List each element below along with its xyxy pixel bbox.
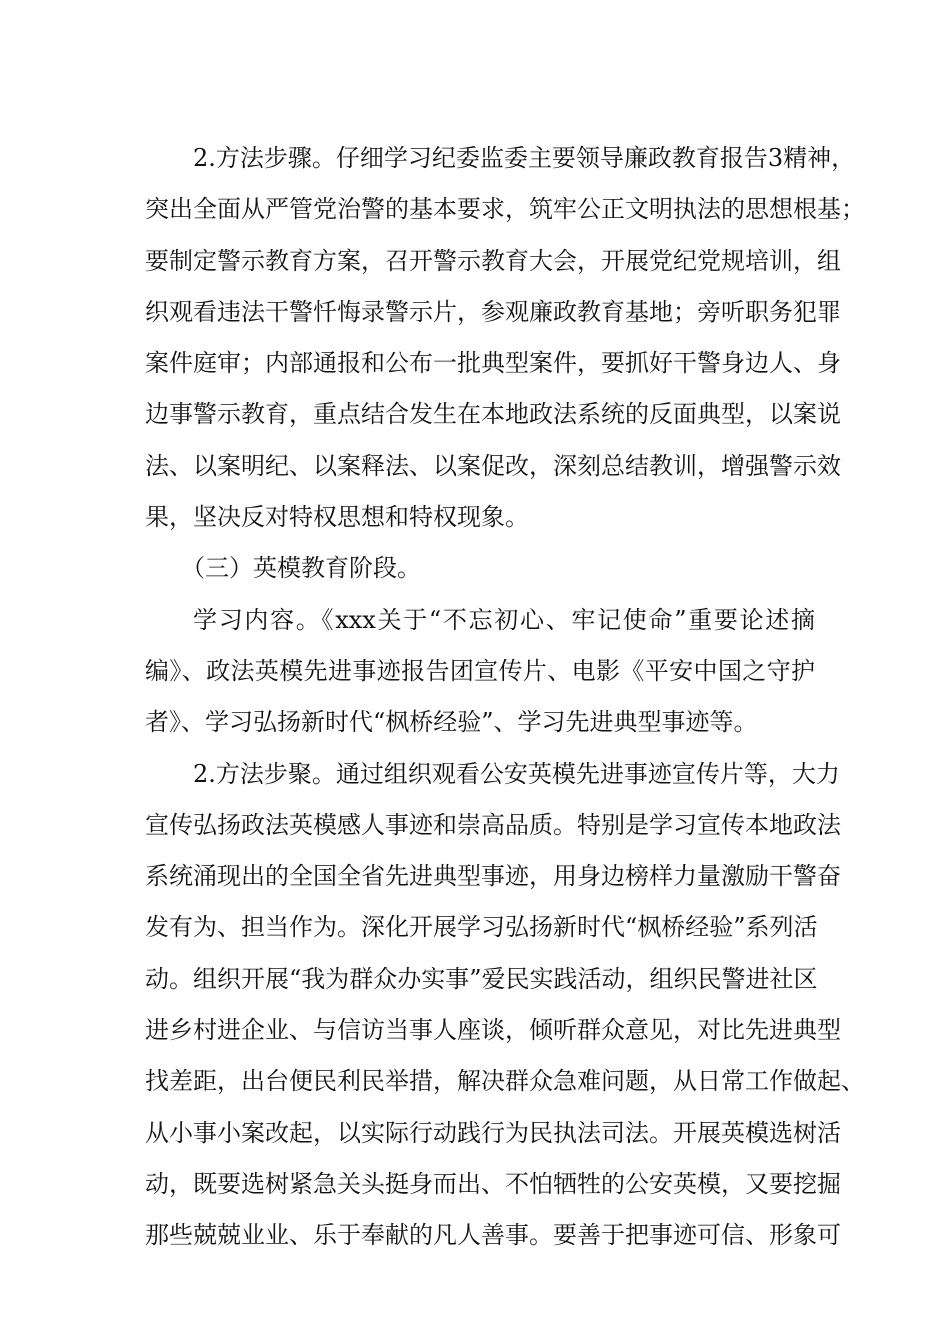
text-line: 找差距，出台便民利民举措，解决群众急难问题，从日常工作做起、 — [145, 1067, 865, 1096]
text-line: 果，坚决反对特权思想和特权现象。 — [145, 503, 529, 532]
text-line: 织观看违法干警忏悔录警示片，参观廉政教育基地；旁听职务犯罪 — [145, 297, 841, 326]
text-line: 进乡村进企业、与信访当事人座谈，倾听群众意见，对比先进典型 — [145, 1016, 841, 1045]
text-line: 要制定警示教育方案，召开警示教育大会，开展党纪党规培训，组 — [145, 246, 841, 275]
text-line: 动。组织开展“我为群众办实事”爱民实践活动，组织民警进社区 — [145, 964, 818, 993]
text-line: 宣传弘扬政法英模感人事迹和崇高品质。特别是学习宣传本地政法 — [145, 810, 841, 839]
text-line: 学习内容。《xxx关于“不忘初心、牢记使命”重要论述摘 — [193, 605, 815, 634]
body-text — [145, 133, 865, 1262]
paragraph-method-steps-hero — [145, 749, 865, 1262]
text-line: 边事警示教育，重点结合发生在本地政法系统的反面典型，以案说 — [145, 400, 841, 429]
heading-text: （三）英模教育阶段。 — [181, 554, 421, 583]
text-line: 动，既要选树紧急关头挺身而出、不怕牺牲的公安英模，又要挖掘 — [145, 1169, 841, 1198]
text-line: 发有为、担当作为。深化开展学习弘扬新时代“枫桥经验”系列活 — [145, 913, 818, 942]
text-line: 编》、政法英模先进事迹报告团宣传片、电影《平安中国之守护 — [145, 656, 815, 685]
paragraph-method-steps-warning — [145, 133, 865, 543]
text-line: 那些兢兢业业、乐于奉献的凡人善事。要善于把事迹可信、形象可 — [145, 1221, 841, 1250]
text-line: 系统涌现出的全国全省先进典型事迹，用身边榜样力量激励干警奋 — [145, 862, 841, 891]
section-heading-hero-education — [145, 543, 815, 594]
text-line: 从小事小案改起，以实际行动践行为民执法司法。开展英模选树活 — [145, 1118, 841, 1147]
text-line: 案件庭审；内部通报和公布一批典型案件，要抓好干警身边人、身 — [145, 349, 841, 378]
text-line: 2.方法步骤。仔细学习纪委监委主要领导廉政教育报告3精神， — [193, 144, 856, 172]
text-line: 法、以案明纪、以案释法、以案促改，深刻总结教训，增强警示效 — [145, 451, 841, 480]
text-line: 突出全面从严管党治警的基本要求，筑牢公正文明执法的思想根基； — [145, 195, 865, 224]
text-line: 2.方法步聚。通过组织观看公安英模先进事迹宣传片等，大力 — [193, 759, 840, 788]
text-line: 者》、学习弘扬新时代“枫桥经验”、学习先进典型事迹等。 — [145, 708, 758, 737]
paragraph-study-content — [145, 595, 815, 749]
